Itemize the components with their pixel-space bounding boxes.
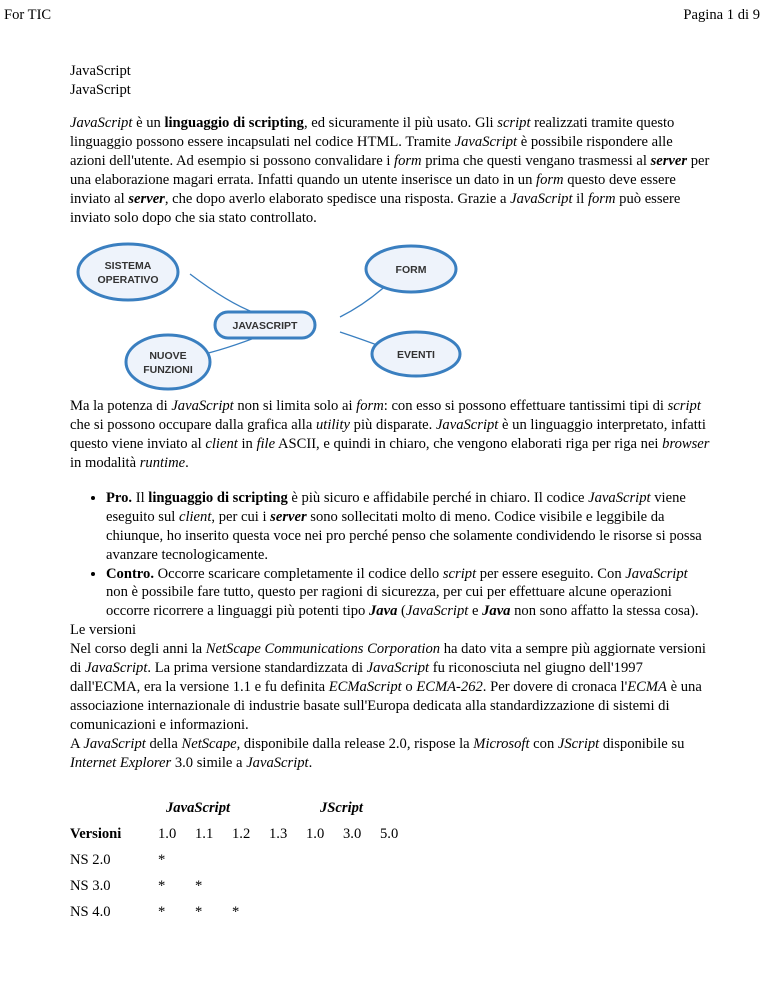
header-label: Versioni xyxy=(70,825,122,842)
column-header: 3.0 xyxy=(343,825,362,842)
list-item-contro: • Contro. Occorre scaricare completamente il codice dello script per essere eseguito. Con JavaScript non è possibile fare tutto, questo per ragioni di sicurezza, per cui per effettuare alcune operazioni occorre ricorrere a linguaggi più potenti tipo Java (JavaScript e Java non sono affatto la stessa cosa). xyxy=(106,565,710,622)
section-title: Le versioni xyxy=(70,622,137,639)
row-label: NS 3.0 xyxy=(70,877,111,894)
node-sistema-operativo xyxy=(78,244,178,300)
header-page-number: Pagina 1 di 9 xyxy=(683,7,760,23)
row-label: NS 2.0 xyxy=(70,851,111,868)
header-left: For TIC xyxy=(4,7,52,23)
table-row xyxy=(70,899,417,925)
table-cell xyxy=(306,873,343,899)
table-cell: * xyxy=(195,903,203,920)
node-label: NUOVE xyxy=(149,349,187,362)
paragraph-versioni: Nel corso degli anni la NetScape Communications Corporation ha dato vita a sempre più aggiornate versioni di JavaScript. La prima versione standardizzata di JavaScript fu riconosciuta nel giugno dell'1997 dall'ECMA, era la versione 1.1 e fu definita ECMaScript o ECMA-262. Per dovere di cronaca l'ECMA è una associazione internazionale di industrie basate sull'Europa dedicata alla standardizzazione di sistemi di comunicazioni e informazioni. xyxy=(70,641,706,734)
group-javascript: JavaScript xyxy=(166,799,231,816)
title-line: JavaScript xyxy=(70,81,131,98)
table-cell xyxy=(232,847,269,873)
column-header: 1.2 xyxy=(232,825,251,842)
column-header: 5.0 xyxy=(380,825,399,842)
diagram-svg xyxy=(70,242,470,397)
row-label: NS 4.0 xyxy=(70,903,111,920)
table-cell: * xyxy=(232,903,240,920)
table-row xyxy=(70,873,417,899)
table-cell xyxy=(306,847,343,873)
table-cell xyxy=(380,873,417,899)
table-cell xyxy=(306,899,343,925)
node-label: FUNZIONI xyxy=(143,363,193,376)
intro-paragraph: JavaScript è un linguaggio di scripting, ed sicuramente il più usato. Gli script realizzati tramite questo linguaggio possono essere incapsulati nel codice HTML. Tramite JavaScript è possibile rispondere alle azioni dell'utente. Ad esempio si possono convalidare i form prima che questi vengano trasmessi al server per una elaborazione magari errata. Infatti quando un utente inserisce un dato in un form questo deve essere inviato al server, che dopo averlo elaborato spedisce una risposta. Grazie a JavaScript il form può essere inviato solo dopo che sia stato controllato. xyxy=(70,114,710,226)
title-block xyxy=(70,62,710,100)
table-header-row xyxy=(70,821,417,847)
table-cell xyxy=(269,847,306,873)
table-cell xyxy=(269,873,306,899)
node-label: SISTEMA xyxy=(104,259,152,272)
node-nuove-funzioni xyxy=(126,335,210,389)
node-label: JAVASCRIPT xyxy=(232,319,298,332)
group-jscript: JScript xyxy=(320,799,363,816)
column-header: 1.3 xyxy=(269,825,288,842)
table-group-row xyxy=(70,795,417,821)
table-cell xyxy=(380,847,417,873)
table-cell: * xyxy=(195,877,203,894)
table-cell: * xyxy=(158,903,166,920)
table-cell xyxy=(232,873,269,899)
title-line: JavaScript xyxy=(70,63,131,79)
table-cell: * xyxy=(158,877,166,894)
table-cell xyxy=(343,873,380,899)
node-label: FORM xyxy=(395,263,427,276)
paragraph-potenza: Ma la potenza di JavaScript non si limita solo ai form: con esso si possono effettuare tantissimi tipi di script che si possono occupare dalla grafica alla utility più disparate. JavaScript è un linguaggio interpretato, infatti questo viene inviato al client in file ASCII, e quindi in chiaro, che vengono elaborati riga per riga nei browser in modalità runtime. xyxy=(70,397,710,471)
javascript-diagram xyxy=(70,242,470,397)
column-header: 1.0 xyxy=(158,825,177,842)
node-label: EVENTI xyxy=(397,348,435,361)
table-cell: * xyxy=(158,851,166,868)
pros-cons-list xyxy=(70,489,710,622)
paragraph-jscript: A JavaScript della NetScape, disponibile dalla release 2.0, rispose la Microsoft con JScript disponibile su Internet Explorer 3.0 simile a JavaScript. xyxy=(70,736,685,772)
table-cell xyxy=(195,847,232,873)
column-header: 1.0 xyxy=(306,825,325,842)
document-body xyxy=(70,62,710,925)
table-cell xyxy=(343,847,380,873)
table-cell xyxy=(269,899,306,925)
node-label: OPERATIVO xyxy=(97,273,159,286)
list-item-pro: • Pro. Il linguaggio di scripting è più sicuro e affidabile perché in chiaro. Il codice JavaScript viene eseguito sul client, per cui i server sono sollecitati molto di meno. Codice visibile e leggibile da chiunque, ho inserito questa voce nei pro perché penso che solamente condividendo le risorse si possa avanzare tecnologicamente. xyxy=(106,489,710,565)
versions-table xyxy=(70,795,417,925)
column-header: 1.1 xyxy=(195,825,214,842)
table-row xyxy=(70,847,417,873)
table-cell xyxy=(380,899,417,925)
table-cell xyxy=(343,899,380,925)
page-header xyxy=(4,6,760,24)
